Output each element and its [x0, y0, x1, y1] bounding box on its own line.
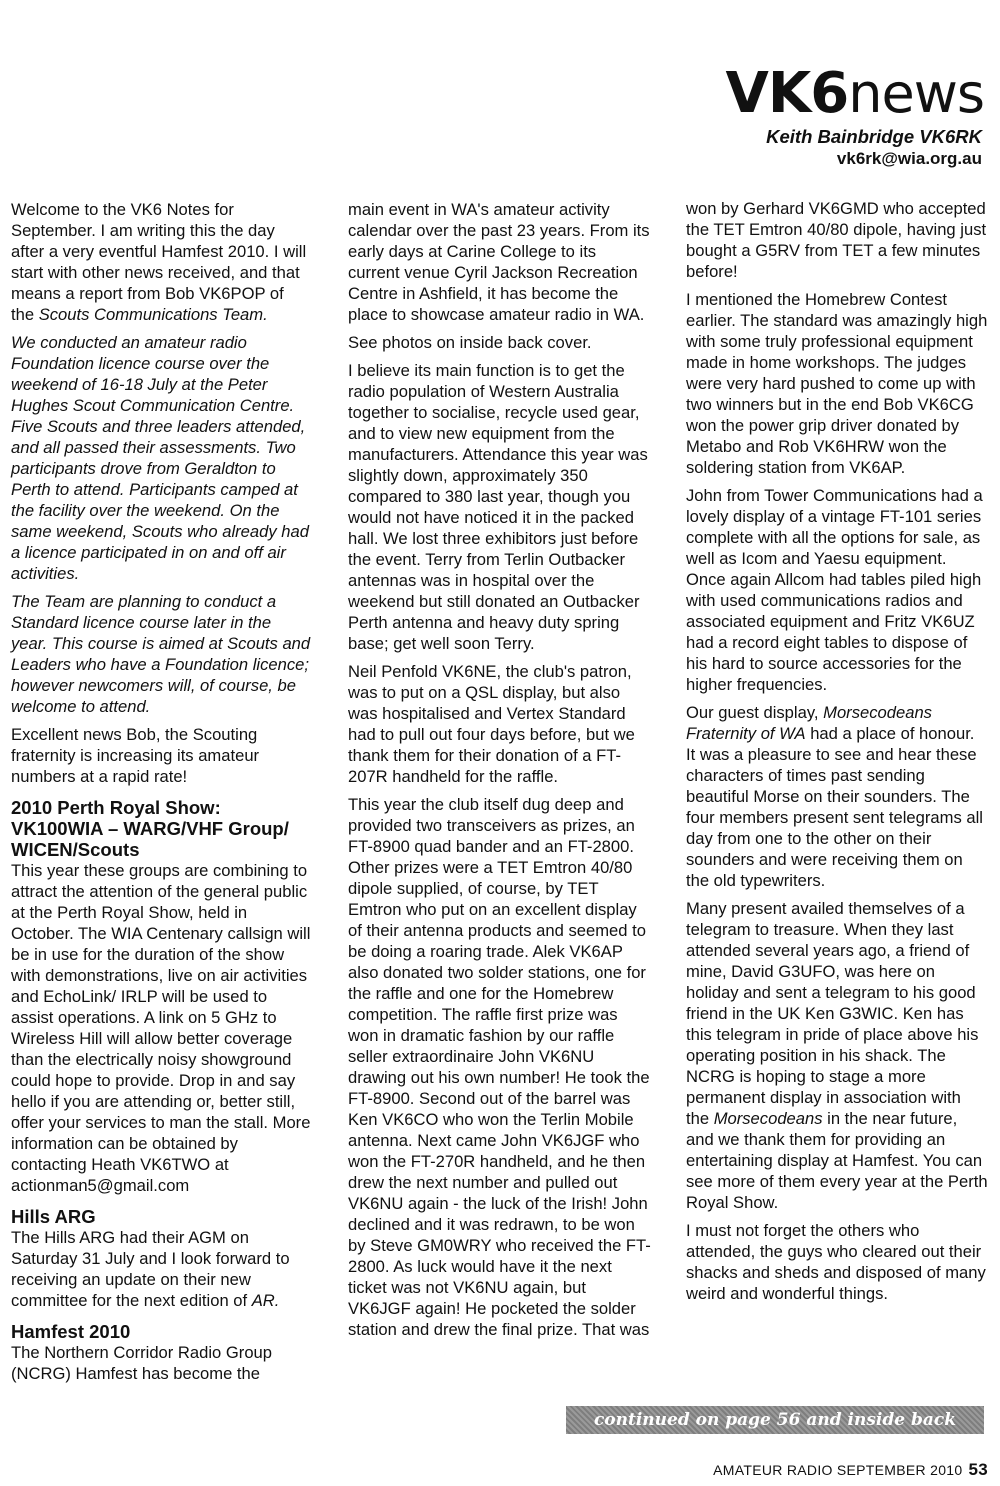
- magazine-issue: AMATEUR RADIO SEPTEMBER 2010: [713, 1462, 963, 1478]
- paragraph: John from Tower Communications had a lovely display of a vintage FT-101 series complete with all the options for sale, as well as Icom and Yaesu equipment. Once again Allcom had tables piled high with used communications radios and associated equipment and Fritz VK6UZ had a record eight tables to dispose of his hard to source accessories for the higher frequencies.: [686, 486, 983, 694]
- paragraph: Neil Penfold VK6NE, the club's patron, was to put on a QSL display, but also was hospitalised and Vertex Standard had to pull out four days before, but we thank them for their donation of a FT-207R handheld for the raffle.: [348, 662, 635, 786]
- paragraph: won by Gerhard VK6GMD who accepted the TET Emtron 40/80 dipole, having just bought a G5RV from TET a few minutes before!: [686, 199, 987, 281]
- paragraph: This year the club itself dug deep and provided two transceivers as prizes, an FT-8900 quad bander and an FT-2800. Other prizes were a TET Emtron 40/80 dipole supplied, of course, by TET Emtron who put on an excellent display of their antenna products and seemed to be doing a roaring trade. Alek VK6AP also donated two solder stations, one for the raffle and one for the Homebrew competition. The raffle first prize was won in dramatic fashion by our raffle seller extraordinaire John VK6NU drawing out his own number! He took the FT-8900. Second out of the barrel was Ken VK6CO who won the Terlin Mobile antenna. Next came John VK6JGF who won the FT-270R handheld, and he then drew the next number and pulled out VK6NU again - the luck of the Irish! John declined and it was redrawn, to be won by Steve GM0WRY who received the FT-2800. As luck would have it the next ticket was not VK6NU again, but VK6JGF again! He pocketed the solder station and drew the final prize. That was: [348, 795, 651, 1339]
- paragraph: Excellent news Bob, the Scouting fraternity is increasing its amateur numbers at a rapid rate!: [11, 725, 260, 786]
- author-email: vk6rk@wia.org.au: [836, 149, 982, 168]
- column-3: [686, 198, 988, 1311]
- paragraph-emphasis: Scouts Communications Team.: [38, 305, 268, 324]
- paragraph: [686, 702, 988, 891]
- page-footer: [713, 1460, 988, 1480]
- column-2: [348, 199, 652, 1347]
- paragraph: We conducted an amateur radio Foundation licence course over the weekend of 16-18 July at the Peter Hughes Scout Communication Centre. Five Scouts and three leaders attended, and all passed their assessments. Two participants drove from Geraldton to Perth to attend. Participants camped at the facility over the weekend. On the same weekend, Scouts who already had a licence participated in on and off air activities.: [11, 333, 309, 583]
- paragraph: See photos on inside back cover.: [348, 333, 592, 352]
- paragraph: I believe its main function is to get the radio population of Western Australia together to socialise, recycle used gear, and to view new equipment from the manufacturers. Attendance this year was slightly down, approximately 350 compared to 380 last year, though you would not have noticed it in the packed hall. We lost three exhibitors just before the event. Terry from Terlin Outbacker antennas was in hospital over the weekend but still donated an Outbacker Perth antenna and heavy duty spring base; get well soon Terry.: [348, 361, 648, 653]
- continued-banner: continued on page 56 and inside back cover: [566, 1406, 984, 1434]
- paragraph-emphasis: AR.: [251, 1291, 280, 1310]
- paragraph: I mentioned the Homebrew Contest earlier. The standard was amazingly high with some truly professional equipment made in home workshops. The judges were very hard pushed to come up with two winners but in the end Bob VK6CG won the power grip driver donated by Metabo and Rob VK6HRW won the soldering station from VK6AP.: [686, 290, 988, 477]
- paragraph: This year these groups are combining to attract the attention of the general public at the Perth Royal Show, held in October. The WIA Centenary callsign will be in use for the duration of the show with demonstrations, live on air activities and EchoLink/ IRLP will be used to assist operations. A link on 5 GHz to Wireless Hill will allow better coverage than the electrically noisy showground could hope to provide. Drop in and say hello if you are attending or, better still, offer your services to man the stall. More information can be obtained by contacting Heath VK6TWO at actionman5@gmail.com: [11, 861, 311, 1195]
- paragraph-text: Our guest display,: [686, 703, 824, 722]
- paragraph-text: Welcome to the VK6 Notes for September. I am writing this the day after a very eventful Hamfest 2010. I will start with other news received, and that means a report from Bob VK6POP of the: [11, 200, 307, 324]
- paragraph: [686, 898, 988, 1213]
- paragraph-text: in the near future, and we thank them for providing an entertaining display at Hamfest. You can see more of them every year at the Perth Royal Show.: [686, 1109, 988, 1212]
- paragraph: I must not forget the others who attended, the guys who cleared out their shacks and sheds and disposed of many weird and wonderful things.: [686, 1221, 986, 1303]
- section-title-news: news: [848, 62, 984, 125]
- paragraph: The Northern Corridor Radio Group (NCRG) Hamfest has become the: [11, 1343, 273, 1383]
- paragraph-text: Many present availed themselves of a telegram to treasure. When they last attended several years ago, a friend of mine, David G3UFO, was here on holiday and sent a telegram to his good friend in the UK Ken G3WIC. Ken has this telegram in pride of place above his operating position in his shack. The NCRG is hoping to stage a more permanent display in association with the: [686, 899, 979, 1128]
- paragraph: The Team are planning to conduct a Standard licence course later in the year. This course is aimed at Scouts and Leaders who have a Foundation licence; however newcomers will, of course, be welcome to attend.: [11, 592, 311, 716]
- section-title-vk6: VK6: [725, 61, 849, 126]
- column-1: [11, 199, 311, 1391]
- paragraph-emphasis: Morsecodeans Fraternity of WA: [686, 703, 932, 743]
- subheading: Hills ARG: [11, 1206, 96, 1227]
- paragraph-text: The Hills ARG had their AGM on Saturday 31 July and I look forward to receiving an update on their new committee for the next edition of: [11, 1228, 290, 1310]
- paragraph: [11, 199, 311, 325]
- paragraph-emphasis: Morsecodeans: [713, 1109, 823, 1128]
- page-number: 53: [968, 1460, 988, 1479]
- subheading: Hamfest 2010: [11, 1321, 131, 1342]
- paragraph: main event in WA's amateur activity calendar over the past 23 years. From its early days at Carine College to its current venue Cyril Jackson Recreation Centre in Ashfield, it has become the place to showcase amateur radio in WA.: [348, 200, 650, 324]
- subheading: 2010 Perth Royal Show: VK100WIA – WARG/VHF Group/ WICEN/Scouts: [11, 797, 289, 860]
- author-name: Keith Bainbridge VK6RK: [766, 126, 982, 147]
- paragraph-text: had a place of honour. It was a pleasure to see and hear these characters of times past sending beautiful Morse on their sounders. The four members present sent telegrams all day from one to the other on their sounders and were receiving them on the old typewriters.: [686, 724, 983, 890]
- paragraph: [11, 1227, 311, 1311]
